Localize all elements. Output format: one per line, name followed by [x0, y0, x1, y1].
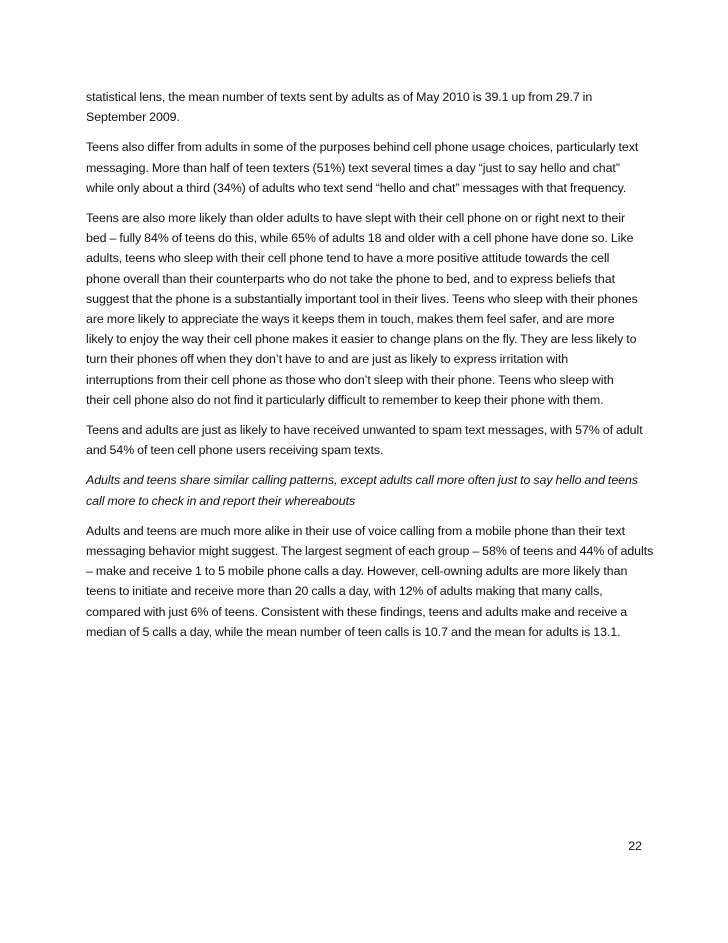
page-number: 22: [628, 839, 642, 853]
text-line: – make and receive 1 to 5 mobile phone calls a day. However, cell-owning adults are more likely than: [86, 564, 628, 579]
paragraph-texting-purposes: [86, 137, 648, 198]
text-line: are more likely to appreciate the ways it keeps them in touch, makes them feel safer, and are more: [86, 312, 615, 327]
text-line: call more to check in and report their whereabouts: [86, 493, 356, 508]
text-line: interruptions from their cell phone as those who don’t sleep with their phone. Teens who sleep with: [86, 372, 614, 387]
paragraph-voice-calling: [86, 521, 654, 642]
text-line: compared with just 6% of teens. Consistent with these findings, teens and adults make and receive a: [86, 604, 628, 619]
text-line: adults, teens who sleep with their cell phone tend to have a more positive attitude towards the cell: [86, 251, 610, 266]
text-line: Adults and teens are much more alike in their use of voice calling from a mobile phone than their text: [86, 523, 625, 538]
text-line: messaging behavior might suggest. The largest segment of each group – 58% of teens and 44% of adults: [86, 544, 654, 559]
text-line: messaging. More than half of teen texters (51%) text several times a day “just to say hello and chat”: [86, 160, 620, 175]
text-line: teens to initiate and receive more than 20 calls a day, with 12% of adults making that many calls,: [86, 584, 603, 599]
text-line: median of 5 calls a day, while the mean number of teen calls is 10.7 and the mean for adults is 13.1.: [86, 624, 621, 639]
text-line: and 54% of teen cell phone users receiving spam texts.: [86, 443, 384, 458]
text-line: phone overall than their counterparts who do not take the phone to bed, and to express beliefs that: [86, 271, 615, 286]
text-line: likely to enjoy the way their cell phone makes it easier to change plans on the fly. They are less likely to: [86, 332, 637, 347]
text-line: September 2009.: [86, 110, 180, 125]
text-line: Teens also differ from adults in some of the purposes behind cell phone usage choices, particularly text: [86, 140, 639, 155]
paragraph-texting-mean: [86, 87, 648, 127]
text-line: their cell phone also do not find it particularly difficult to remember to keep their phone with them.: [86, 392, 604, 407]
text-line: bed – fully 84% of teens do this, while 65% of adults 18 and older with a cell phone have done so. Like: [86, 231, 634, 246]
text-line: statistical lens, the mean number of texts sent by adults as of May 2010 is 39.1 up from 29.7 in: [86, 90, 593, 104]
text-line: Teens and adults are just as likely to have received unwanted to spam text messages, with 57% of adult: [86, 423, 643, 438]
text-line: Teens are also more likely than older adults to have slept with their cell phone on or right next to their: [86, 211, 626, 226]
section-heading-calling-patterns: [86, 470, 648, 510]
text-line: turn their phones off when they don’t have to and are just as likely to express irritation with: [86, 352, 569, 367]
text-line: while only about a third (34%) of adults who text send “hello and chat” messages with that frequency.: [86, 180, 627, 195]
paragraph-spam-texts: [86, 420, 648, 460]
paragraph-sleeping-with-phone: [86, 208, 648, 410]
document-body: [86, 87, 654, 652]
text-line: Adults and teens share similar calling patterns, except adults call more often just to say hello and teens: [86, 473, 638, 488]
text-line: suggest that the phone is a substantially important tool in their lives. Teens who sleep with their phones: [86, 291, 638, 306]
